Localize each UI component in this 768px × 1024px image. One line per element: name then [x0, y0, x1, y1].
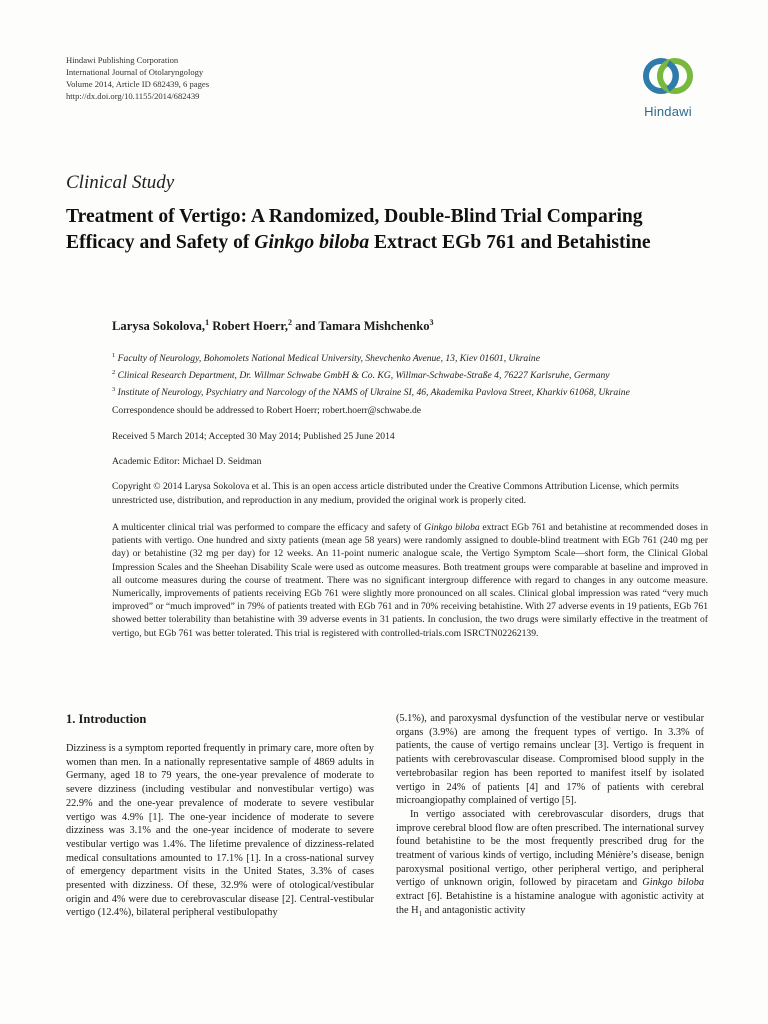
journal-header — [66, 54, 209, 102]
paragraph: In vertigo associated with cerebrovascular disorders, drugs that improve cerebral blood flow are often prescribed. The international survey found betahistine to be the most frequently prescribed drug for the treatment of various kinds of vertigo, including Ménière’s disease, benign paroxysmal positional vertigo, other peripheral vertigo, and peripheral vertigo of unknown origin, followed by piracetam and Ginkgo biloba extract [6]. Betahistine is a histamine analogue with agonistic activity at the $H_1$ and antagonistic activity — [396, 808, 704, 918]
paragraph: (5.1%), and paroxysmal dysfunction of the vestibular nerve or vestibular organs (3.9%) are among the frequent types of vertigo. In 3.3% of patients, the cause of vertigo remains unclear [3]. Vertigo is frequent in patients with cerebrovascular disease. Compromised blood supply in the vertebrobasilar region has been reported to manifest itself by isolated vertigo in 24% of patients [4] and 17% of patients with cerebral microangiopathy complained of vertigo [5]. — [396, 713, 704, 807]
article-title — [66, 204, 706, 256]
affiliation: $^3$ Institute of Neurology, Psychiatry and Narcology of the NAMS of Ukraine SI, 46, Akademika Pavlova Street, Kharkiv 61068, Ukraine — [112, 386, 630, 399]
journal-name: International Journal of Otolaryngology — [66, 67, 204, 77]
paragraph: Dizziness is a symptom reported frequently in primary care, more often by women than men. In a nationally representative sample of 4869 adults in Germany, aged 18 to 79 years, the one-year prevalence of moderate to severe dizziness (including vestibular and nonvestibular vertigo) was 22.9% and the one-year prevalence of moderate to severe vestibular vertigo was 4.9% [1]. The one-year incidence of moderate to severe dizziness was 3.1% and the one-year incidence of moderate to severe vestibular vertigo was 1.4%. The lifetime prevalence of dizziness-related medical consultations amounted to 17.1% [1]. In a cross-national survey of emergency department visits in the United States, 3.3% of cases presented with dizziness. Of these, 32.9% were of otological/vestibular origin and 4% were due to cerebrovascular disease [2]. Central-vestibular vertigo (12.4%), bilateral peripheral vestibulopathy — [66, 743, 374, 919]
affiliations — [112, 349, 630, 401]
logo-text: Hindawi — [644, 104, 692, 119]
correspondence: Correspondence should be addressed to Robert Hoerr; robert.hoerr@schwabe.de — [112, 405, 422, 416]
copyright-notice: Copyright © 2014 Larysa Sokolova et al. This is an open access article distributed under the Creative Commons Attribution License, which permits unrestricted use, distribution, and reproduction in any medium, provided the original work is properly cited. — [112, 481, 679, 506]
author-list — [112, 318, 434, 334]
abstract: A multicenter clinical trial was performed to compare the efficacy and safety of Ginkgo biloba extract EGb 761 and betahistine at recommended doses in patients with vertigo. One hundred and sixty patients (mean age 58 years) were randomly assigned to double-blind treatment with EGb 761 (240 mg per day) or betahistine (32 mg per day) for 12 weeks. An 11-point numeric analogue scale, the Vertigo Symptom Scale—short form, the Clinical Global Impression Scales and the Sheehan Disability Scale were used as outcome measures. Both treatment groups were comparable at baseline and improved in all outcome measures during the course of treatment. There was no significant intergroup difference with regard to changes in any outcome measure. Numerically, improvements of patients receiving EGb 761 were slightly more pronounced on all scales. Clinical global impression was rated “very much improved” or “much improved” in 79% of patients treated with EGb 761 and in 70% receiving betahistine. With 27 adverse events in 19 patients, EGb 761 showed better tolerability than betahistine with 39 adverse events in 31 patients. In conclusion, the two drugs were similarly effective in the treatment of vertigo, but EGb 761 was better tolerated. This trial is registered with controlled-trials.com ISRCTN02262139. — [112, 522, 708, 639]
author: Robert Hoerr,$^2$ — [212, 318, 293, 334]
doi-link[interactable]: http://dx.doi.org/10.1155/2014/682439 — [66, 91, 200, 101]
affiliation: $^1$ Faculty of Neurology, Bohomolets National Medical University, Shevchenko Avenue, 13, Kiev 01601, Ukraine — [112, 352, 540, 365]
title-italic: Ginkgo biloba — [254, 232, 370, 253]
section-heading-introduction: 1. Introduction — [66, 712, 147, 726]
publication-dates: Received 5 March 2014; Accepted 30 May 2014; Published 25 June 2014 — [112, 431, 395, 442]
hindawi-rings-logo-icon — [639, 52, 697, 104]
academic-editor: Academic Editor: Michael D. Seidman — [112, 456, 262, 467]
title-part-2: Extract EGb 761 and Betahistine — [369, 232, 651, 253]
left-column — [66, 742, 374, 920]
right-column — [396, 712, 704, 922]
publisher-name: Hindawi Publishing Corporation — [66, 55, 179, 65]
hindawi-logo — [630, 52, 706, 119]
author: Larysa Sokolova,$^1$ — [112, 318, 210, 334]
affiliation: $^2$ Clinical Research Department, Dr. Willmar Schwabe GmbH & Co. KG, Willmar-Schwabe-Straße 4, 76227 Karlsruhe, Germany — [112, 369, 610, 382]
author: and Tamara Mishchenko$^3$ — [295, 318, 434, 334]
title-part-1: Treatment of Vertigo: A Randomized, Double-Blind Trial Comparing Efficacy and Safety of — [66, 206, 643, 253]
volume-info: Volume 2014, Article ID 682439, 6 pages — [66, 79, 210, 89]
article-type: Clinical Study — [66, 172, 175, 193]
